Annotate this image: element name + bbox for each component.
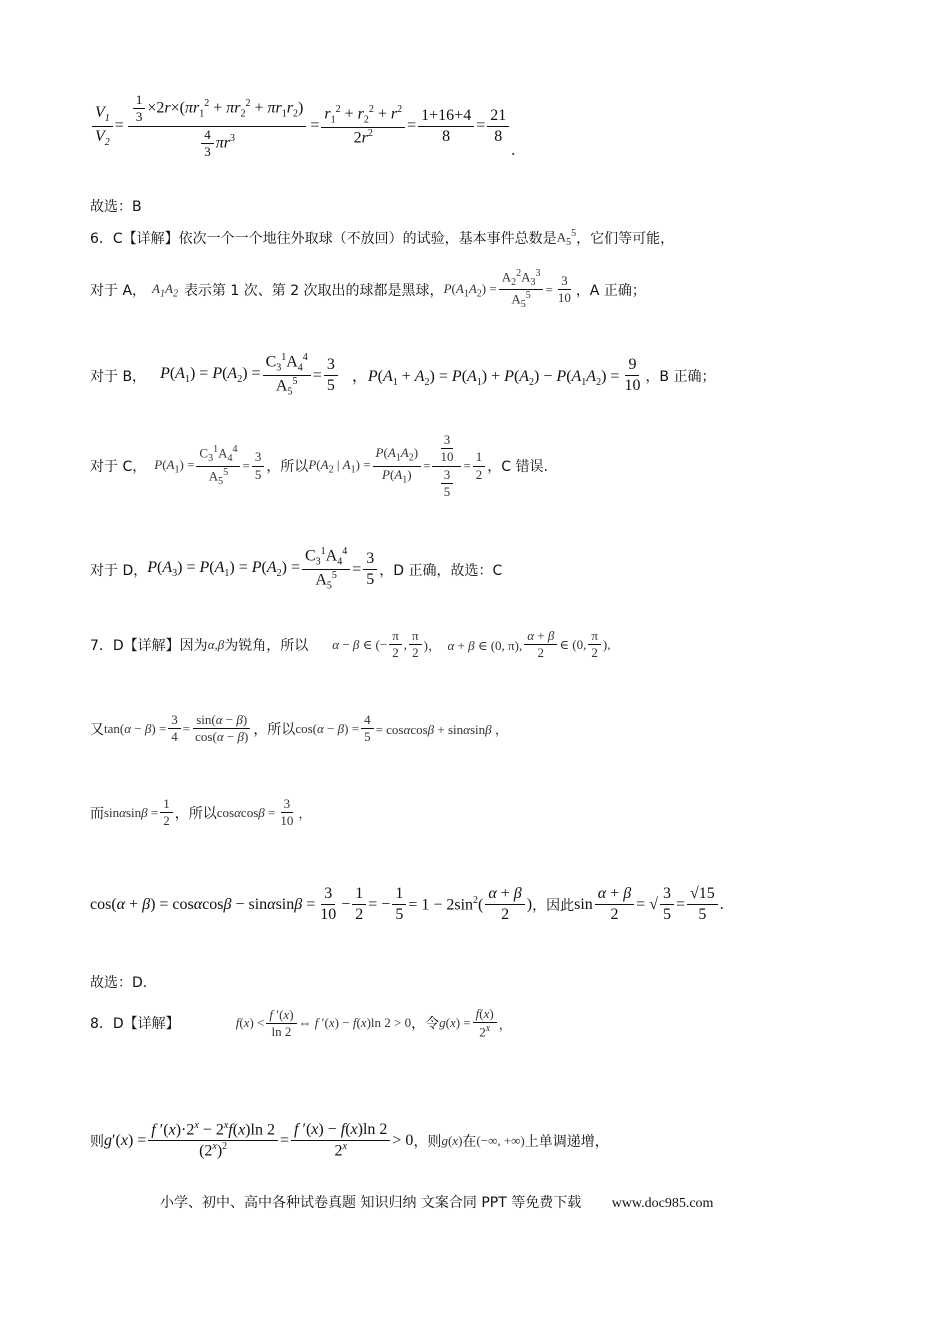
q6-a-desc: 表示第 1 次、第 2 次取出的球都是黑球， [183, 282, 444, 299]
q8-on: 在 [462, 1133, 477, 1150]
q6-b-result: ，B 正确； [645, 368, 716, 385]
q7-heading: 7．D【详解】因为 α,β 为锐角，所以 α − β ∈ (− $\frac{\pi}{2}$ , $\frac{\pi}{2}$ )， α + β ∈ (0, π), $\frac{\alpha + \beta}{2}$ ∈ (0, $\frac{\pi}{2}$ ), [90, 628, 611, 661]
footer-text: 小学、初中、高中各种试卷真题 知识归纳 文案合同 PPT 等免费下载 [160, 1195, 582, 1211]
q6-a-result: ，A 正确； [575, 282, 646, 299]
q8-line-2: 则 g′(x) = $\frac{f '(x)\cdot 2^x - 2^xf(x)\ln 2}{(2^x)^2}$ = $\frac{f '(x) - f(x)\ln 2}{2^x}$ > 0 ，则 g(x) 在 (−∞, +∞) 上单调递增， [90, 1120, 609, 1160]
q6-heading-tail: ，它们等可能， [576, 231, 675, 247]
answer-line-b: 故选：B [90, 199, 142, 215]
volume-ratio-formula: $\frac{V_1}{V_2}$ = $\frac{1}{3}$ $\times 2r\times(\pi r_1^2 + \pi r_2^2 + \pi r_1r_2)$ $\frac{4}{3}$ $\pi r^3$ = $\frac{r_1^2 + r_2^2 + r^2}{2r^2}$ = $\frac{1+16+4}{8}$ = $\frac{21}{8}$ . [90, 92, 515, 160]
q7-line-3: 而 sinαsinβ = $\frac{1}{2}$ ，所以 cosαcosβ = $\frac{3}{10}$ ， [90, 796, 312, 829]
q7-therefore: ，因此 [532, 897, 575, 914]
q6-option-a: 对于 A， $A_1A_2$ 表示第 1 次、第 2 次取出的球都是黑球， $P(A_1A_2)$ = $\frac{A_2^2A_3^3}{A_5^5}$ = $\frac{3}{10}$ ，A 正确； [90, 268, 646, 311]
q7-also: 又 [90, 721, 104, 738]
q7-so-2: ，所以 [174, 805, 217, 822]
q8-then-2: ，则 [413, 1133, 442, 1150]
q6-d-label: 对于 D， [90, 562, 148, 579]
q6-option-c: 对于 C， $P(A_1)$ = $\frac{C_3^1A_4^4}{A_5^5}$ = $\frac{3}{5}$ ，所以 $P(A_2$ | $A_1$) = $\frac{P(A_1A_2)}{P(A_1)}$ = $\frac{\frac{3}{10}}{\frac{3}{5}}$ = $\frac{1}{2}$ ，C 错误. [90, 432, 548, 499]
q8-let: ，令 [411, 1016, 440, 1033]
q6-c-label: 对于 C， [90, 459, 147, 475]
q6-option-d: 对于 D， $P(A_3) = P(A_1) = P(A_2)$ = $\frac{C_3^1A_4^4}{A_5^5}$ = $\frac{3}{5}$ ，D 正确，故选：C [90, 546, 503, 592]
q7-so: ，所以 [253, 721, 296, 738]
q6-c-result: ，C 错误. [487, 459, 548, 475]
q6-b-label: 对于 B， [90, 368, 147, 385]
q8-heading: 8．D【详解】 f(x) < $\frac{f '(x)}{\ln 2}$ ⇔ f ′(x) − f(x)ln 2 > 0 ，令 g(x) = $\frac{f(x)}{2^x}$ ， [90, 1006, 512, 1040]
q8-heading-text: 8．D【详解】 [90, 1016, 180, 1033]
footer-url[interactable]: www.doc985.com [611, 1196, 714, 1211]
q6-a-label: 对于 A， [90, 282, 147, 299]
q8-increasing: 上单调递增， [524, 1133, 609, 1150]
q6-heading-text: 6．C【详解】依次一个一个地往外取球（不放回）的试验，基本事件总数是 [90, 231, 557, 247]
q7-heading-text2: 为锐角，所以 [224, 637, 309, 654]
page-footer [160, 1192, 713, 1212]
q7-line-2: 又 tan(α − β) = $\frac{3}{4}$ = $\frac{\sin(\alpha - \beta)}{\cos(\alpha - \beta)}$ ，所以 cos(α − β) = $\frac{4}{5}$ = cosαcosβ + sinαsinβ ， [90, 712, 508, 745]
q6-d-result: ，D 正确，故选：C [379, 562, 503, 579]
q7-and: 而 [90, 805, 104, 822]
q6-heading: 6．C【详解】依次一个一个地往外取球（不放回）的试验，基本事件总数是 $A_5^5$ ，它们等可能， [90, 228, 675, 248]
q7-line-4: cos(α + β) = cosαcosβ − sinαsinβ = $\frac{3}{10}$ − $\frac{1}{2}$ = − $\frac{1}{5}$ = $1 - 2\sin^2$( $\frac{\alpha + \beta}{2}$ ) ，因此 sin $\frac{\alpha + \beta}{2}$ = √ $\frac{3}{5}$ = $\frac{√15}{5}$ . [90, 885, 724, 923]
q7-answer: 故选：D. [90, 975, 148, 991]
q8-then: 则 [90, 1133, 104, 1150]
q6-option-b: 对于 B， $P(A_1) = P(A_2)$ = $\frac{C_3^1A_4^4}{A_5^5}$ = $\frac{3}{5}$ ，$P(A_1 + A_2) = P(A_1) + P(A_2) - P(A_1A_2)$ = $\frac{9}{10}$ ，B 正确； [90, 352, 716, 398]
q6-c-so: ，所以 [266, 459, 309, 475]
q7-heading-text: 7．D【详解】因为 [90, 637, 208, 654]
